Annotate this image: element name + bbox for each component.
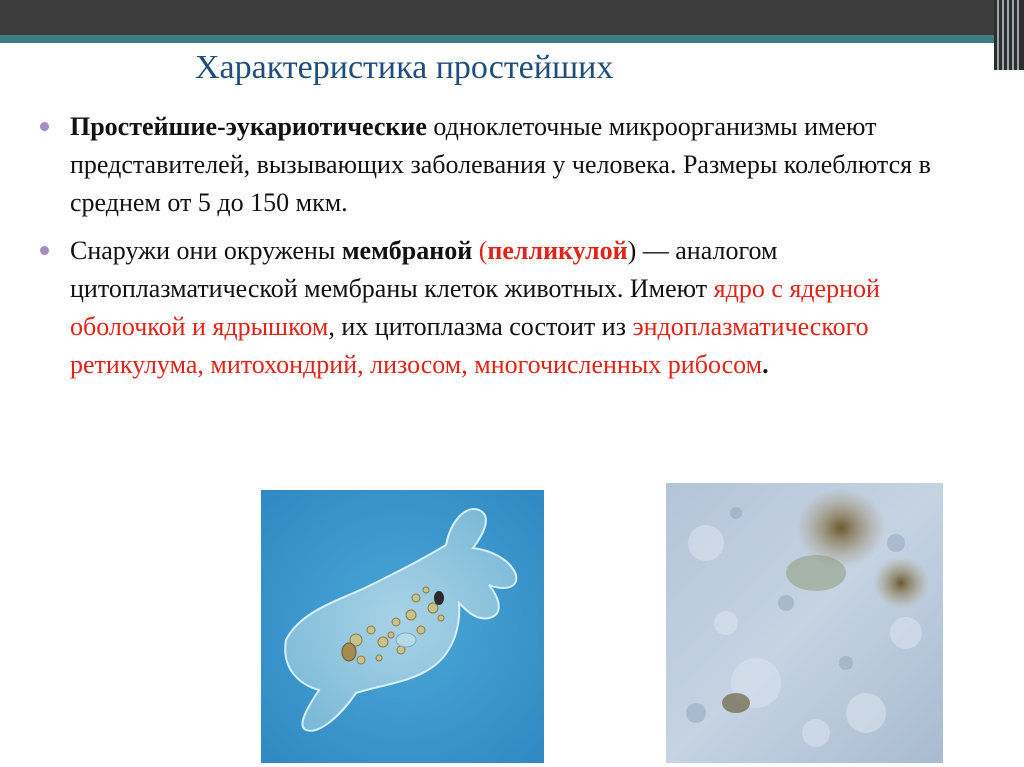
bullet2-text-2: ) — аналогом цитоплазматической мембраны клеток животных. Имеют [70,236,778,303]
bullet-item-1 [40,108,960,222]
bullet1-bold-text: Простейшие-эукариотические [70,112,427,141]
bullet-item-2 [40,232,960,384]
bullet2-organelles-term: эндоплазматического ретикулума, митохондрий, лизосом, многочисленных рибосом [70,312,869,379]
bullet2-paren-open: ( [472,236,488,265]
header-bar [0,0,1024,35]
bullet1-text: одноклеточные микроорганизмы имеют представителей, вызывающих заболевания у человека. Размеры колеблются в среднем от 5 до 150 мкм. [70,112,931,217]
bullet2-text-3: , их цитоплазма состоит из [328,312,633,341]
bullet2-period: . [762,350,769,379]
slide-title: Характеристика простейших [195,49,614,86]
header-accent-line [0,35,1024,43]
bullet2-nucleus-term: ядро с ядерной оболочкой и ядрышком [70,274,880,341]
bullet2-pellicle-term: пелликулой [487,236,628,265]
bullet2-membrane-term: мембраной [341,236,473,265]
bullet2-text-1: Снаружи они окружены [70,236,342,265]
protozoa-micrograph-image [666,483,943,763]
amoeba-micrograph-image [261,490,544,763]
bullet-list [40,108,960,394]
corner-decoration [994,0,1024,70]
bullet-dot-icon [40,122,49,131]
bullet-dot-icon [40,246,49,255]
